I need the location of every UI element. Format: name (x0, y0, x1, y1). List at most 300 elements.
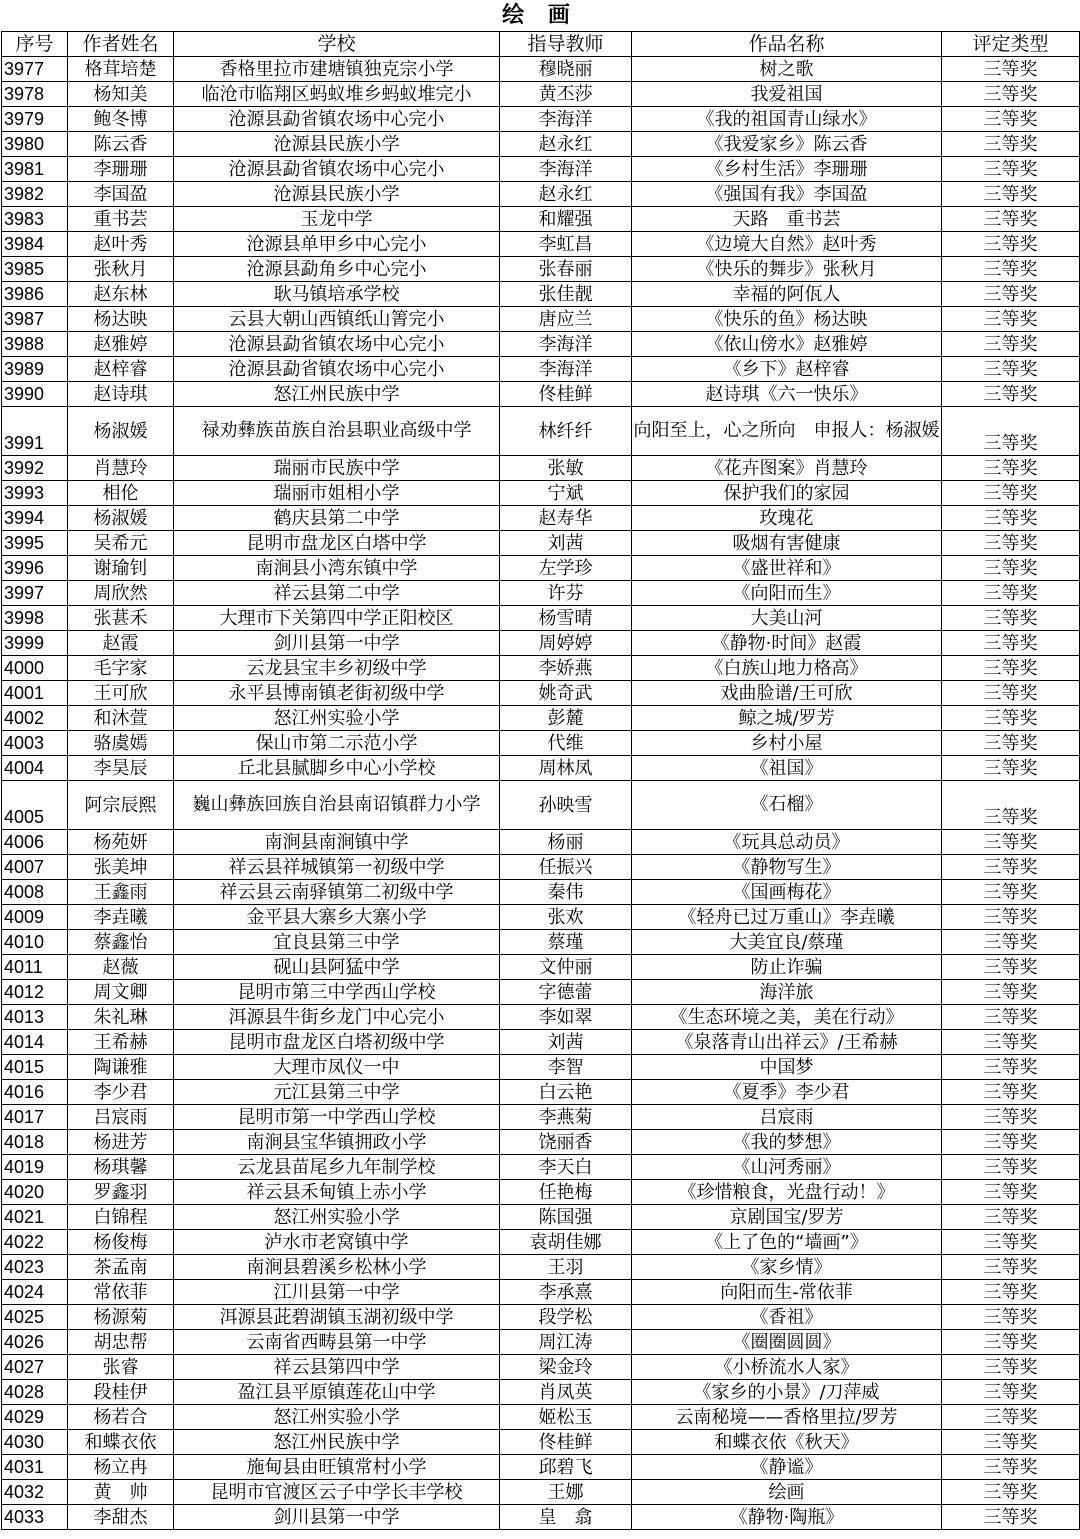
work-title: 《我的祖国青山绿水》 (632, 107, 942, 132)
table-row (2, 706, 1080, 731)
work-title: 《山河秀丽》 (632, 1155, 942, 1180)
author-name: 胡忠帮 (68, 1330, 174, 1355)
award-type: 三等奖 (942, 332, 1080, 357)
row-index: 3993 (2, 481, 68, 506)
award-type: 三等奖 (942, 930, 1080, 955)
row-index: 3986 (2, 282, 68, 307)
school-name: 剑川县第一中学 (174, 1505, 500, 1530)
school-name: 临沧市临翔区蚂蚁堆乡蚂蚁堆完小 (174, 82, 500, 107)
author-name: 杨知美 (68, 82, 174, 107)
work-title: 吸烟有害健康 (632, 531, 942, 556)
row-index: 4022 (2, 1230, 68, 1255)
school-name: 洱源县茈碧湖镇玉湖初级中学 (174, 1305, 500, 1330)
header-work: 作品名称 (632, 32, 942, 57)
teacher-name: 李如翠 (500, 1005, 632, 1030)
work-title: 绘画 (632, 1480, 942, 1505)
author-name: 李国盈 (68, 182, 174, 207)
work-title: 《快乐的舞步》张秋月 (632, 257, 942, 282)
award-type: 三等奖 (942, 1430, 1080, 1455)
row-index: 4025 (2, 1305, 68, 1330)
award-type: 三等奖 (942, 1380, 1080, 1405)
row-index: 4028 (2, 1380, 68, 1405)
table-row (2, 506, 1080, 531)
author-name: 肖慧玲 (68, 456, 174, 481)
school-name: 怒江州实验小学 (174, 706, 500, 731)
author-name: 和沐萱 (68, 706, 174, 731)
school-name: 沧源县勐省镇农场中心完小 (174, 332, 500, 357)
award-type: 三等奖 (942, 456, 1080, 481)
teacher-name: 皇 翕 (500, 1505, 632, 1530)
teacher-name: 王娜 (500, 1480, 632, 1505)
table-row (2, 1080, 1080, 1105)
teacher-name: 黄丕莎 (500, 82, 632, 107)
teacher-name: 李海洋 (500, 357, 632, 382)
table-row (2, 1230, 1080, 1255)
row-index: 4024 (2, 1280, 68, 1305)
table-row (2, 456, 1080, 481)
school-name: 祥云县第二中学 (174, 581, 500, 606)
author-name: 黄 帅 (68, 1480, 174, 1505)
award-type: 三等奖 (942, 207, 1080, 232)
header-teacher: 指导教师 (500, 32, 632, 57)
author-name: 杨琪馨 (68, 1155, 174, 1180)
row-index: 4031 (2, 1455, 68, 1480)
award-type: 三等奖 (942, 706, 1080, 731)
work-title: 《生态环境之美，美在行动》 (632, 1005, 942, 1030)
table-row (2, 1180, 1080, 1205)
row-index: 3996 (2, 556, 68, 581)
teacher-name: 李海洋 (500, 332, 632, 357)
row-index: 3999 (2, 631, 68, 656)
author-name: 白锦程 (68, 1205, 174, 1230)
school-name: 砚山县阿猛中学 (174, 955, 500, 980)
teacher-name: 林纤纤 (500, 407, 632, 456)
award-type: 三等奖 (942, 1255, 1080, 1280)
row-index: 4000 (2, 656, 68, 681)
work-title: 京剧国宝/罗芳 (632, 1205, 942, 1230)
award-type: 三等奖 (942, 157, 1080, 182)
school-name: 剑川县第一中学 (174, 631, 500, 656)
school-name: 金平县大寨乡大寨小学 (174, 905, 500, 930)
award-type: 三等奖 (942, 1155, 1080, 1180)
award-type: 三等奖 (942, 57, 1080, 82)
work-title: 天路 重书芸 (632, 207, 942, 232)
work-title: 《珍惜粮食，光盘行动！》 (632, 1180, 942, 1205)
row-index: 4003 (2, 731, 68, 756)
teacher-name: 许芬 (500, 581, 632, 606)
award-type: 三等奖 (942, 282, 1080, 307)
author-name: 格茸培楚 (68, 57, 174, 82)
table-row (2, 1105, 1080, 1130)
row-index: 3995 (2, 531, 68, 556)
work-title: 《国画梅花》 (632, 880, 942, 905)
table-row (2, 880, 1080, 905)
school-name: 云南省西畴县第一中学 (174, 1330, 500, 1355)
award-type: 三等奖 (942, 1205, 1080, 1230)
author-name: 吕宸雨 (68, 1105, 174, 1130)
work-title: 《香祖》 (632, 1305, 942, 1330)
teacher-name: 邱碧飞 (500, 1455, 632, 1480)
table-row (2, 232, 1080, 257)
author-name: 杨若合 (68, 1405, 174, 1430)
teacher-name: 杨丽 (500, 830, 632, 855)
work-title: 《静物·陶瓶》 (632, 1505, 942, 1530)
teacher-name: 宁斌 (500, 481, 632, 506)
author-name: 罗鑫羽 (68, 1180, 174, 1205)
teacher-name: 文仲丽 (500, 955, 632, 980)
award-type: 三等奖 (942, 955, 1080, 980)
table-row (2, 132, 1080, 157)
table-row (2, 930, 1080, 955)
table-row (2, 1030, 1080, 1055)
award-type: 三等奖 (942, 307, 1080, 332)
work-title: 玫瑰花 (632, 506, 942, 531)
award-type: 三等奖 (942, 407, 1080, 456)
work-title: 《静物写生》 (632, 855, 942, 880)
school-name: 沧源县勐省镇农场中心完小 (174, 357, 500, 382)
row-index: 4004 (2, 756, 68, 781)
author-name: 茶孟南 (68, 1255, 174, 1280)
row-index: 4020 (2, 1180, 68, 1205)
school-name: 祥云县云南驿镇第二初级中学 (174, 880, 500, 905)
author-name: 赵薇 (68, 955, 174, 980)
row-index: 4015 (2, 1055, 68, 1080)
school-name: 玉龙中学 (174, 207, 500, 232)
author-name: 和蝶衣依 (68, 1430, 174, 1455)
award-type: 三等奖 (942, 382, 1080, 407)
teacher-name: 赵永红 (500, 182, 632, 207)
teacher-name: 姚奇武 (500, 681, 632, 706)
teacher-name: 字德蕾 (500, 980, 632, 1005)
teacher-name: 白云艳 (500, 1080, 632, 1105)
page-title: 绘 画 (502, 3, 578, 28)
teacher-name: 梁金玲 (500, 1355, 632, 1380)
author-name: 李少君 (68, 1080, 174, 1105)
work-title: 海洋旅 (632, 980, 942, 1005)
table-row (2, 781, 1080, 830)
school-name: 沧源县勐省镇农场中心完小 (174, 107, 500, 132)
row-index: 3983 (2, 207, 68, 232)
row-index: 4011 (2, 955, 68, 980)
author-name: 李昊辰 (68, 756, 174, 781)
school-name: 禄劝彝族苗族自治县职业高级中学 (174, 407, 500, 456)
work-title: 《圈圈圆圆》 (632, 1330, 942, 1355)
table-row (2, 1055, 1080, 1080)
work-title: 《乡村生活》李珊珊 (632, 157, 942, 182)
teacher-name: 肖凤英 (500, 1380, 632, 1405)
award-type: 三等奖 (942, 1505, 1080, 1530)
author-name: 赵梓睿 (68, 357, 174, 382)
teacher-name: 周婷婷 (500, 631, 632, 656)
author-name: 赵东林 (68, 282, 174, 307)
work-title: 向阳而生-常依菲 (632, 1280, 942, 1305)
row-index: 3990 (2, 382, 68, 407)
school-name: 昆明市盘龙区白塔中学 (174, 531, 500, 556)
school-name: 沧源县勐省镇农场中心完小 (174, 157, 500, 182)
award-type: 三等奖 (942, 481, 1080, 506)
author-name: 鲍冬博 (68, 107, 174, 132)
work-title: 《向阳而生》 (632, 581, 942, 606)
school-name: 沧源县民族小学 (174, 182, 500, 207)
work-title: 《小桥流水人家》 (632, 1355, 942, 1380)
work-title: 我爱祖国 (632, 82, 942, 107)
author-name: 重书芸 (68, 207, 174, 232)
award-type: 三等奖 (942, 980, 1080, 1005)
school-name: 云龙县苗尾乡九年制学校 (174, 1155, 500, 1180)
award-type: 三等奖 (942, 257, 1080, 282)
author-name: 张葚禾 (68, 606, 174, 631)
row-index: 4018 (2, 1130, 68, 1155)
table-row (2, 855, 1080, 880)
work-title: 《家乡的小景》/刀萍威 (632, 1380, 942, 1405)
table-row (2, 955, 1080, 980)
header-author: 作者姓名 (68, 32, 174, 57)
work-title: 《石榴》 (632, 781, 942, 830)
teacher-name: 张佳靓 (500, 282, 632, 307)
table-row (2, 157, 1080, 182)
work-title: 大美山河 (632, 606, 942, 631)
school-name: 怒江州实验小学 (174, 1405, 500, 1430)
row-index: 3979 (2, 107, 68, 132)
teacher-name: 刘茜 (500, 531, 632, 556)
school-name: 瑞丽市民族中学 (174, 456, 500, 481)
work-title: 《祖国》 (632, 756, 942, 781)
work-title: 《静谧》 (632, 1455, 942, 1480)
row-index: 4016 (2, 1080, 68, 1105)
school-name: 施甸县由旺镇常村小学 (174, 1455, 500, 1480)
author-name: 相伦 (68, 481, 174, 506)
school-name: 丘北县腻脚乡中心小学校 (174, 756, 500, 781)
author-name: 陶谦雅 (68, 1055, 174, 1080)
header-index: 序号 (2, 32, 68, 57)
table-row (2, 980, 1080, 1005)
table-row (2, 830, 1080, 855)
table-row (2, 581, 1080, 606)
row-index: 3988 (2, 332, 68, 357)
row-index: 4032 (2, 1480, 68, 1505)
row-index: 4001 (2, 681, 68, 706)
school-name: 巍山彝族回族自治县南诏镇群力小学 (174, 781, 500, 830)
row-index: 4010 (2, 930, 68, 955)
row-index: 4019 (2, 1155, 68, 1180)
award-type: 三等奖 (942, 1055, 1080, 1080)
award-type: 三等奖 (942, 855, 1080, 880)
teacher-name: 李海洋 (500, 157, 632, 182)
school-name: 洱源县牛街乡龙门中心完小 (174, 1005, 500, 1030)
award-type: 三等奖 (942, 531, 1080, 556)
award-type: 三等奖 (942, 1105, 1080, 1130)
work-title: 鲸之城/罗芳 (632, 706, 942, 731)
work-title: 云南秘境——香格里拉/罗芳 (632, 1405, 942, 1430)
table-row (2, 1480, 1080, 1505)
school-name: 南涧县碧溪乡松林小学 (174, 1255, 500, 1280)
school-name: 香格里拉市建塘镇独克宗小学 (174, 57, 500, 82)
table-row (2, 556, 1080, 581)
author-name: 赵叶秀 (68, 232, 174, 257)
row-index: 4013 (2, 1005, 68, 1030)
author-name: 朱礼琳 (68, 1005, 174, 1030)
teacher-name: 张敏 (500, 456, 632, 481)
work-title: 《夏季》李少君 (632, 1080, 942, 1105)
work-title: 《泉落青山出祥云》/王希赫 (632, 1030, 942, 1055)
row-index: 4007 (2, 855, 68, 880)
award-type: 三等奖 (942, 1005, 1080, 1030)
author-name: 王可欣 (68, 681, 174, 706)
award-type: 三等奖 (942, 1455, 1080, 1480)
row-index: 3984 (2, 232, 68, 257)
author-name: 张秋月 (68, 257, 174, 282)
school-name: 沧源县勐角乡中心完小 (174, 257, 500, 282)
table-row (2, 257, 1080, 282)
work-title: 《家乡情》 (632, 1255, 942, 1280)
work-title: 《边境大自然》赵叶秀 (632, 232, 942, 257)
row-index: 4033 (2, 1505, 68, 1530)
table-row (2, 1330, 1080, 1355)
award-type: 三等奖 (942, 1355, 1080, 1380)
row-index: 3981 (2, 157, 68, 182)
author-name: 蔡鑫怡 (68, 930, 174, 955)
teacher-name: 李承熹 (500, 1280, 632, 1305)
award-type: 三等奖 (942, 1480, 1080, 1505)
work-title: 和蝶衣依《秋天》 (632, 1430, 942, 1455)
teacher-name: 姬松玉 (500, 1405, 632, 1430)
school-name: 怒江州民族中学 (174, 382, 500, 407)
teacher-name: 秦伟 (500, 880, 632, 905)
award-type: 三等奖 (942, 506, 1080, 531)
author-name: 吴希元 (68, 531, 174, 556)
teacher-name: 孙映雪 (500, 781, 632, 830)
work-title: 《我的梦想》 (632, 1130, 942, 1155)
teacher-name: 李娇燕 (500, 656, 632, 681)
award-type: 三等奖 (942, 107, 1080, 132)
row-index: 4012 (2, 980, 68, 1005)
row-index: 4002 (2, 706, 68, 731)
row-index: 4009 (2, 905, 68, 930)
school-name: 云龙县宝丰乡初级中学 (174, 656, 500, 681)
teacher-name: 饶丽香 (500, 1130, 632, 1155)
school-name: 南涧县小湾东镇中学 (174, 556, 500, 581)
author-name: 李垚曦 (68, 905, 174, 930)
teacher-name: 张欢 (500, 905, 632, 930)
work-title: 保护我们的家园 (632, 481, 942, 506)
teacher-name: 佟桂鲜 (500, 1430, 632, 1455)
table-row (2, 1355, 1080, 1380)
row-index: 4005 (2, 781, 68, 830)
work-title: 《盛世祥和》 (632, 556, 942, 581)
work-title: 向阳至上，心之所向 申报人：杨淑媛 (632, 407, 942, 456)
award-type: 三等奖 (942, 731, 1080, 756)
teacher-name: 段学松 (500, 1305, 632, 1330)
school-name: 江川县第一中学 (174, 1280, 500, 1305)
table-row (2, 1430, 1080, 1455)
award-type: 三等奖 (942, 1280, 1080, 1305)
author-name: 常依菲 (68, 1280, 174, 1305)
work-title: 《依山傍水》赵雅婷 (632, 332, 942, 357)
table-row (2, 207, 1080, 232)
school-name: 沧源县民族小学 (174, 132, 500, 157)
school-name: 沧源县单甲乡中心完小 (174, 232, 500, 257)
author-name: 骆虞嫣 (68, 731, 174, 756)
row-index: 4029 (2, 1405, 68, 1430)
work-title: 《静物·时间》赵霞 (632, 631, 942, 656)
row-index: 3989 (2, 357, 68, 382)
school-name: 大理市凤仪一中 (174, 1055, 500, 1080)
header-row (2, 32, 1080, 57)
teacher-name: 李天白 (500, 1155, 632, 1180)
author-name: 赵霞 (68, 631, 174, 656)
school-name: 瑞丽市姐相小学 (174, 481, 500, 506)
author-name: 王鑫雨 (68, 880, 174, 905)
award-type: 三等奖 (942, 681, 1080, 706)
author-name: 李珊珊 (68, 157, 174, 182)
school-name: 南涧县南涧镇中学 (174, 830, 500, 855)
teacher-name: 李燕菊 (500, 1105, 632, 1130)
table-row (2, 1505, 1080, 1530)
table-row (2, 407, 1080, 456)
row-index: 4017 (2, 1105, 68, 1130)
row-index: 4030 (2, 1430, 68, 1455)
award-type: 三等奖 (942, 357, 1080, 382)
award-type: 三等奖 (942, 1080, 1080, 1105)
school-name: 鹤庆县第二中学 (174, 506, 500, 531)
award-type: 三等奖 (942, 830, 1080, 855)
teacher-name: 和耀强 (500, 207, 632, 232)
author-name: 张美坤 (68, 855, 174, 880)
teacher-name: 任艳梅 (500, 1180, 632, 1205)
row-index: 3992 (2, 456, 68, 481)
award-type: 三等奖 (942, 606, 1080, 631)
author-name: 段桂伊 (68, 1380, 174, 1405)
award-type: 三等奖 (942, 82, 1080, 107)
teacher-name: 蔡瑾 (500, 930, 632, 955)
teacher-name: 任振兴 (500, 855, 632, 880)
work-title: 《花卉图案》肖慧玲 (632, 456, 942, 481)
school-name: 永平县博南镇老街初级中学 (174, 681, 500, 706)
table-row (2, 307, 1080, 332)
work-title: 《玩具总动员》 (632, 830, 942, 855)
award-type: 三等奖 (942, 656, 1080, 681)
row-index: 3994 (2, 506, 68, 531)
work-title: 《乡下》赵梓睿 (632, 357, 942, 382)
table-row (2, 1305, 1080, 1330)
award-type: 三等奖 (942, 1130, 1080, 1155)
award-type: 三等奖 (942, 556, 1080, 581)
award-type: 三等奖 (942, 1405, 1080, 1430)
row-index: 4023 (2, 1255, 68, 1280)
teacher-name: 代维 (500, 731, 632, 756)
author-name: 陈云香 (68, 132, 174, 157)
table-row (2, 905, 1080, 930)
author-name: 杨苑妍 (68, 830, 174, 855)
row-index: 3977 (2, 57, 68, 82)
row-index: 3978 (2, 82, 68, 107)
award-type: 三等奖 (942, 880, 1080, 905)
teacher-name: 唐应兰 (500, 307, 632, 332)
school-name: 昆明市官渡区云子中学长丰学校 (174, 1480, 500, 1505)
work-title: 防止诈骗 (632, 955, 942, 980)
teacher-name: 张春丽 (500, 257, 632, 282)
school-name: 昆明市盘龙区白塔初级中学 (174, 1030, 500, 1055)
school-name: 昆明市第一中学西山学校 (174, 1105, 500, 1130)
teacher-name: 袁胡佳娜 (500, 1230, 632, 1255)
school-name: 怒江州实验小学 (174, 1205, 500, 1230)
author-name: 周欣然 (68, 581, 174, 606)
teacher-name: 周林凤 (500, 756, 632, 781)
awards-table (1, 31, 1080, 1530)
work-title: 《白族山地力格高》 (632, 656, 942, 681)
row-index: 4027 (2, 1355, 68, 1380)
work-title: 《我爱家乡》陈云香 (632, 132, 942, 157)
